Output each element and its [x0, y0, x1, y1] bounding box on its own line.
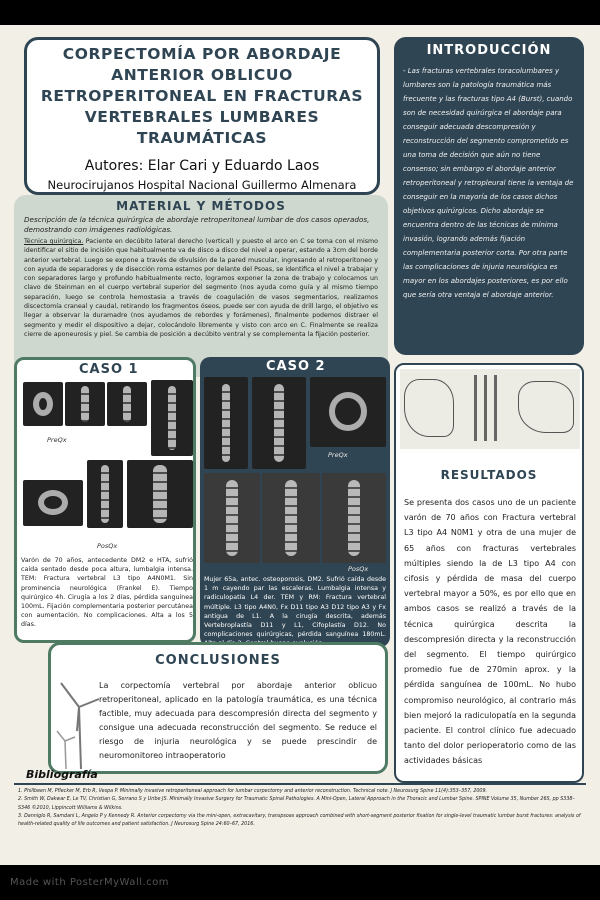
caso1-posqx-ct-image: [23, 480, 83, 526]
caso2-preqx-sagittal-image: [252, 377, 306, 469]
resultados-text: Se presenta dos casos uno de un paciente varón de 70 años con Fractura vertebral L3 tipo A4 N0M1 y otra de una mujer de 65 años con fracturas vertebrales múltiples siendo la de L3 tipo A4 con cifosis y pérdida de masa del cuerpo vertebral mayor a 50%, es por ello que en ambos casos se realizó a través de la técnica quirúrgica descrita la descompresión directa y la reconstrucción del segmento. El tiempo quirúrgico promedio fue de 270min aprox. y la pérdida sanguínea de 100mL. No hubo compromiso neurológico, al contrario más bien mejoró la radiculopatía en la segunda paciente. El control clínico fue adecuado tanto del dolor perioperatorio como de las actividades básicas: [404, 498, 576, 766]
caso1-preqx-axial-image: [23, 382, 63, 426]
material-description: Descripción de la técnica quirúrgica de abordaje retroperitoneal lumbar de dos casos operados, demostrando con imágenes radiológicas.: [24, 215, 370, 234]
caso1-preqx-label: PreQx: [47, 436, 67, 444]
resultados-title: RESULTADOS: [440, 468, 538, 482]
caso1-preqx-mri-image: [151, 380, 193, 456]
affiliation: Neurocirujanos Hospital Nacional Guillermo Almenara: [47, 178, 357, 192]
caso2-preqx-label: PreQx: [328, 451, 348, 459]
caso2-title: CASO 2: [266, 359, 326, 374]
caso2-intraop-image-1: [204, 473, 260, 563]
material-metodos-section: [14, 195, 388, 377]
bibliografia-divider: [14, 783, 586, 785]
surgical-illustration-image: [400, 369, 580, 449]
authors: Autores: Elar Cari y Eduardo Laos: [84, 158, 320, 174]
title-line: ANTERIOR OBLICUO: [111, 66, 293, 84]
caso2-preqx-axial-image: [310, 377, 386, 447]
reference-item: 1. Phillbeen M, Pflecker M, Erb R, Vespa P. Minimally invasive retroperitoneal approach for lumbar corpectomy and anterior reconstruction. Technical note. J Neurosurg Spine 11(4):353–357, 2009.: [18, 789, 488, 794]
caso1-preqx-sagittal-image: [65, 382, 105, 426]
caso2-intraop-image-2: [262, 473, 320, 563]
caso1-text: Varón de 70 años, antecedente DM2 e HTA, sufrió caída sentado desde poca altura, lumbalgia intensa. TEM: Fractura vertebral L3 tipo A4N0M1. Sin prominencia neurológica (Frankel E). Tiempo quirúrgico 4h. Cirugía a los 2 días, pérdida sanguínea 100mL. Fijación complementaria posterior percutánea con aumentación. No complicaciones. Alta a los 5 días.: [21, 557, 193, 629]
bibliografia-list: [18, 788, 586, 829]
technique-label: Técnica quirúrgica.: [24, 238, 84, 245]
caso1-posqx-label: PosQx: [97, 542, 118, 550]
introduccion-section: [394, 37, 584, 355]
poster-title: [27, 44, 377, 149]
title-line: CORPECTOMÍA POR ABORDAJE: [62, 45, 342, 63]
caso2-preqx-ct-image: [204, 377, 248, 469]
caso1-preqx-xray-image: [107, 382, 147, 426]
title-line: RETROPERITONEAL EN FRACTURAS: [40, 87, 364, 105]
conclusiones-section: [48, 642, 388, 774]
title-line: VERTEBRALES LUMBARES: [84, 108, 320, 126]
reference-item: 3. Danniglo R, Samdani L, Angelo P y Kennedy R. Anterior corpectomy via the mini-open, extracavitary, transpsoas approach combined with short-segment posterior fixation for single-level traumatic lumbar burst fractures: analysis of health-related quality of life outcomes and patient satisfaction. J Neurosurg Spine 24:60–67, 2016.: [18, 813, 581, 828]
caso2-posqx-label: PosQx: [348, 565, 369, 573]
caso2-text: Mujer 65a, antec. osteoporosis, DM2. Sufrió caída desde 1 m cayendo par las escaleras. Lumbalgia intensa y radiculopatía L4 der. TEM y RM: Fractura vertebral múltiple. L3 tipo A4N0, Fx D11 tipo A3 D12 tipo A3 y Fx antigua de L1. A la cirugía descrita, además Vertebroplastía D11 y L1, Cifoplastía D12. No complicaciones quirúrgicas, pérdida sanguínea 180mL.: [204, 576, 386, 639]
reference-item: 2. Smith W, Dakwar E, Le TV, Christian G, Serrano S y Uribe JS. Minimally Invasive Surgery for Traumatic Spinal Pathologies. A Mini-Open, Lateral Approach in the Thoracic and Lumbar Spine. SPINE Volume 35, Number 26S, pp S338–S346 ©2010, Lippincott Williams & Wilkins.: [18, 797, 575, 811]
poster: [0, 25, 600, 865]
material-technique: [24, 237, 378, 339]
bibliografia-title: Bibliografía: [26, 768, 98, 781]
caso1-posqx-coronal-image: [127, 460, 193, 528]
caso1-title: CASO 1: [79, 362, 139, 377]
conclusiones-title: CONCLUSIONES: [155, 653, 281, 668]
caso2-section: [200, 357, 390, 647]
material-title: MATERIAL Y MÉTODOS: [116, 199, 286, 213]
watermark-footer: Made with PosterMyWall.com: [10, 877, 170, 888]
caso2-posqx-xray-image: [322, 473, 386, 563]
conclusiones-text: La corpectomía vertebral por abordaje anterior oblicuo retroperitoneal, aplicado en la patología traumática, es una técnica factible, muy adecuada para descompresión directa del segmento y consigue una adecuada reconstrucción del segmento. Se reduce el riesgo de injuria neurológica y se puede prescindir de neuromonitoreo intraoperatorio: [99, 681, 377, 760]
caso1-posqx-sagittal-image: [87, 460, 123, 528]
introduccion-text: - Las fracturas vertebrales toracolumbares y lumbares son la patología traumática más frecuente y las fracturas tipo A4 (Burst), cuando son de necesidad quirúrgica el abordaje para conseguir adecuada descompresión y reconstrucción del segmento comprometido es una toma de decisión que aún no tiene consenso; sin embargo el abordaje anterior retroperitoneal y retropleural tiene la ventaja de conseguir en la mayoría de los casos dichos objetivos quirúrgicos. Dicho abordaje se encuentra dentro de las técnicas de mínima invasión, logrando además fijación complementaria posterior corta. Por otra parte las complicaciones de injuria neurológica es mayor en los abordajes posteriores, es por ello que sería otra ventaja el abordaje anterior.: [403, 67, 574, 299]
wind-turbine-icon: [55, 677, 101, 769]
introduccion-title: INTRODUCCIÓN: [426, 43, 552, 58]
caso1-section: [14, 357, 196, 643]
resultados-section: [394, 363, 584, 783]
technique-text: Paciente en decúbito lateral derecho (vertical) y puesto el arco en C se toma con el mismo identificar el sitio de incisión que habitualmente va de disco a disco del nivel a operar, estando a 3cm del borde anterior vertebral. Luego se expone a través de divulsión de la pared muscular, ingresando al retroperitoneo y con ayuda de separadores y de disección roma estamos por delante del Psoas, se identifica el nivel a trabajar y con separadores largo y profundo habitualmente recto, logramos exponer la zona de trabajo y colocamos un clavo de Steinman en el cuerpo vertebral superior del segmento (nos ayuda como guía y al mismo tiempo separación, luego se controla hemostasia a través de coagulación de vasos segmentarios, realizamos discectomía craneal y caudal, retirando los fragmentos óseos, puede ser con ayuda de drill largo, el objetivo es llegar a observar la duramadre (nos ayudamos de rebordes y forámenes), finalmente podemos distraer el segmento y medir el dispositivo a dejar, colocándolo libremente y visto con arco en C. Finalmente se realiza cierre de aponeurosis y piel. Se cambia de posición a decúbito ventral y se complementa la fijación posterior.: [24, 238, 378, 338]
title-line: TRAUMÁTICAS: [136, 129, 268, 147]
